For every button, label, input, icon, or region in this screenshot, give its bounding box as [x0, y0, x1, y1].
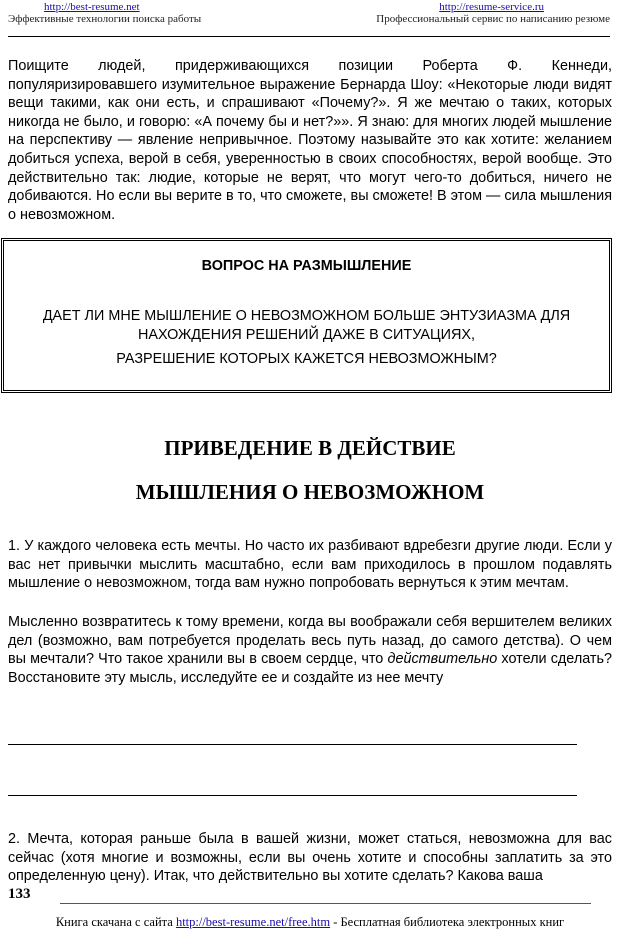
followup-text-end: хотели сделать? Восстановите эту мысль, исследуйте ее и создайте из нее мечту: [8, 651, 613, 686]
footer-link[interactable]: http://best-resume.net/free.htm: [175, 915, 331, 929]
item-1-followup-paragraph: [8, 613, 612, 687]
item-2-paragraph: 2. Мечта, которая раньше была в вашей жизни, может статься, невозможна для вас сейчас (хотя многие и возможны, если вы очень хотите и способны заплатить за это определенную цену). Итак, что действительно вы хотите сделать? Какова ваша: [8, 831, 612, 885]
question-line-2: НАХОЖДЕНИЯ РЕШЕНИЙ ДАЖЕ В СИТУАЦИЯХ,: [138, 327, 475, 343]
question-line-3: РАЗРЕШЕНИЕ КОТОРЫХ КАЖЕТСЯ НЕВОЗМОЖНЫМ?: [116, 351, 497, 367]
header-right-text: Профессиональный сервис по написанию резюме: [376, 13, 610, 25]
question-title: ВОПРОС НА РАЗМЫШЛЕНИЕ: [201, 258, 412, 274]
section-heading-line-2: МЫШЛЕНИЯ О НЕВОЗМОЖНОМ: [135, 480, 485, 504]
question-line-1: ДАЕТ ЛИ МНЕ МЫШЛЕНИЕ О НЕВОЗМОЖНОМ БОЛЬШЕ ЭНТУЗИАЗМА ДЛЯ: [42, 308, 571, 324]
header-left-link[interactable]: http://best-resume.net: [44, 1, 140, 13]
section-heading-line-1: ПРИВЕДЕНИЕ В ДЕЙСТВИЕ: [164, 436, 456, 460]
footer-divider: [60, 903, 591, 904]
page-header: [0, 0, 620, 40]
intro-paragraph: Поищите людей, придерживающихся позиции Роберта Ф. Кеннеди, популяризировавшего изумительное выражение Бернарда Шоу: «Некоторые люди видят вещи такими, как они есть, и спрашивают «Почему?». Я же мечтаю о таких, которых никогда не было, и говорю: «А почему бы и нет?»». Я знаю: для многих людей мышление на перспективу — явление непривычное. Поэтому называйте это как хотите: желанием добиться успеха, верой в себя, уверенностью в своих способностях, верой вообще. Это действительно так: людие, которые не верят, что могут чего-то добиться, ничего не добиваются. Но если вы верите в то, что сможете, вы сможете! В этом — сила мышления о невозможном.: [8, 58, 612, 223]
question-box: [1, 238, 612, 393]
page-number: 133: [8, 886, 31, 902]
header-divider: [8, 36, 610, 37]
header-right-link[interactable]: http://resume-service.ru: [439, 1, 544, 13]
footer-suffix: - Бесплатная библиотека электронных книг: [330, 915, 565, 929]
item-1-paragraph: 1. У каждого человека есть мечты. Но часто их разбивают вдребезги другие люди. Если у вас нет привычки мыслить масштабно, если вам приходилось в прошлом подавлять мышление о невозможном, тогда вам нужно попробовать вернуться к этим мечтам.: [8, 538, 612, 592]
followup-emphasis: действительно: [387, 651, 498, 668]
page-footer: [0, 915, 620, 930]
answer-line-1: [8, 744, 577, 745]
footer-prefix: Книга скачана с сайта: [55, 915, 176, 929]
header-left-text: Эффективные технологии поиска работы: [8, 13, 202, 25]
question-text: [4, 307, 609, 369]
followup-text-start: Мысленно возвратитесь к тому времени, когда вы воображали себя вершителем великих дел (возможно, вам потребуется проделать весь путь назад, до самого детства). О чем вы мечтали? Что такое хранили вы в своем сердце, что: [8, 614, 612, 668]
answer-line-2: [8, 795, 577, 796]
